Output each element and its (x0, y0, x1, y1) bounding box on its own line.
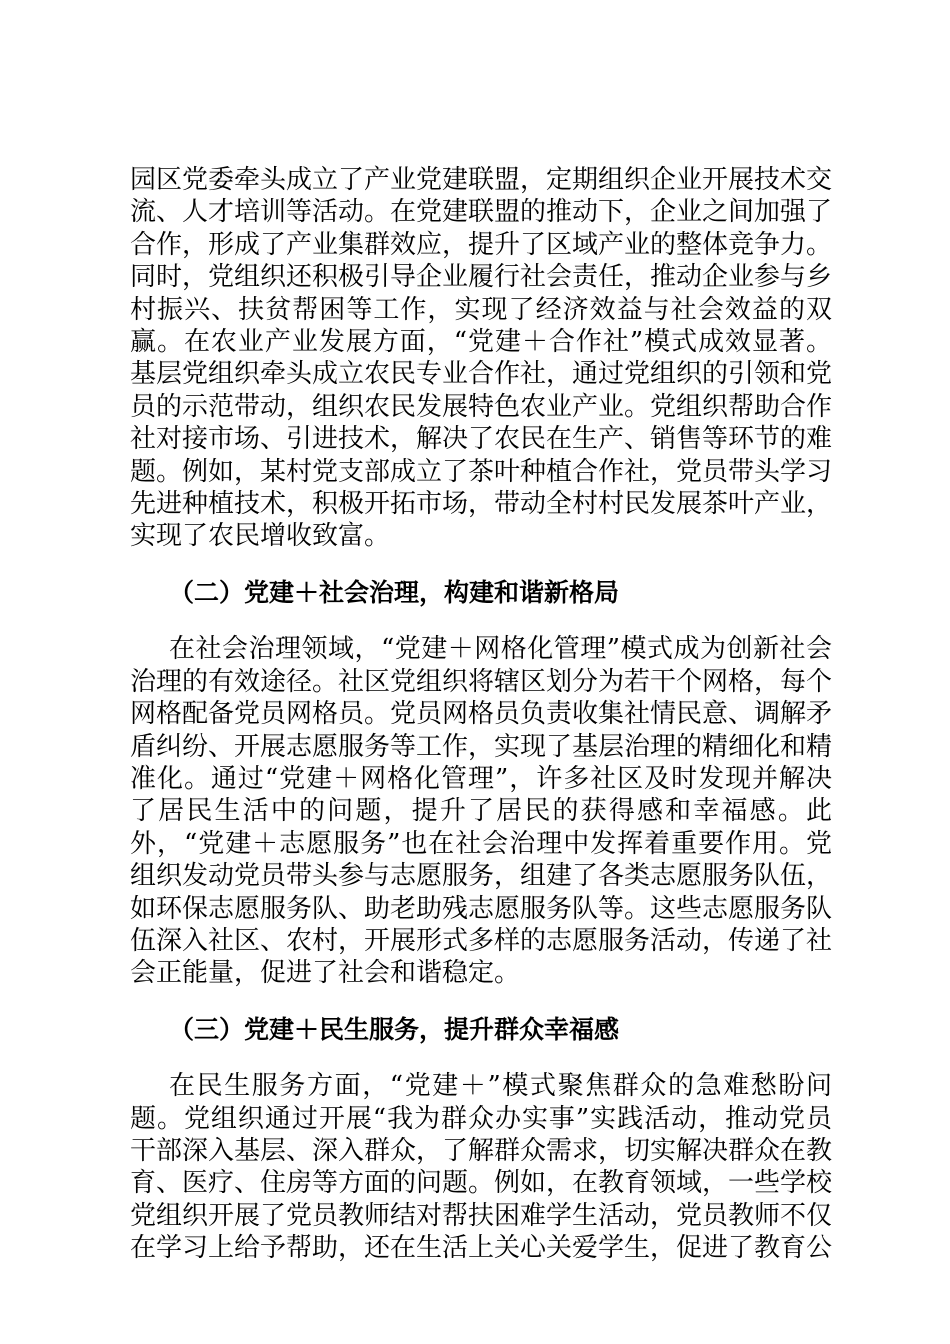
paragraph-social-governance: 在社会治理领域，“党建＋网格化管理”模式成为创新社会治理的有效途径。社区党组织将辖区划分为若干个网格，每个网格配备党员网格员。党员网格员负责收集社情民意、调解矛盾纠纷、开展志愿服务等工作，实现了基层治理的精细化和精准化。通过“党建＋网格化管理”，许多社区及时发现并解决了居民生活中的问题，提升了居民的获得感和幸福感。此外，“党建＋志愿服务”也在社会治理中发挥着重要作用。党组织发动党员带头参与志愿服务，组建了各类志愿服务队伍，如环保志愿服务队、助老助残志愿服务队等。这些志愿服务队伍深入社区、农村，开展形式多样的志愿服务活动，传递了社会正能量，促进了社会和谐稳定。 (130, 634, 833, 989)
section-heading-livelihood-services: （三）党建＋民生服务，提升群众幸福感 (169, 1014, 620, 1044)
paragraph-livelihood-services: 在民生服务方面，“党建＋”模式聚焦群众的急难愁盼问题。党组织通过开展“我为群众办实事”实践活动，推动党员干部深入基层、深入群众，了解群众需求，切实解决群众在教育、医疗、住房等方面的问题。例如，在教育领域，一些学校党组织开展了党员教师结对帮扶困难学生活动，党员教师不仅在学习上给予帮助，还在生活上关心关爱学生，促进了教育公 (130, 1071, 833, 1264)
section-heading-social-governance: （二）党建＋社会治理，构建和谐新格局 (169, 577, 620, 607)
document-page (130, 164, 832, 1265)
paragraph-continued: 园区党委牵头成立了产业党建联盟，定期组织企业开展技术交流、人才培训等活动。在党建联盟的推动下，企业之间加强了合作，形成了产业集群效应，提升了区域产业的整体竞争力。同时，党组织还积极引导企业履行社会责任，推动企业参与乡村振兴、扶贫帮困等工作，实现了经济效益与社会效益的双赢。在农业产业发展方面，“党建＋合作社”模式成效显著。基层党组织牵头成立农民专业合作社，通过党组织的引领和党员的示范带动，组织农民发展特色农业产业。党组织帮助合作社对接市场、引进技术，解决了农民在生产、销售等环节的难题。例如，某村党支部成立了茶叶种植合作社，党员带头学习先进种植技术，积极开拓市场，带动全村村民发展茶叶产业，实现了农民增收致富。 (130, 165, 833, 552)
